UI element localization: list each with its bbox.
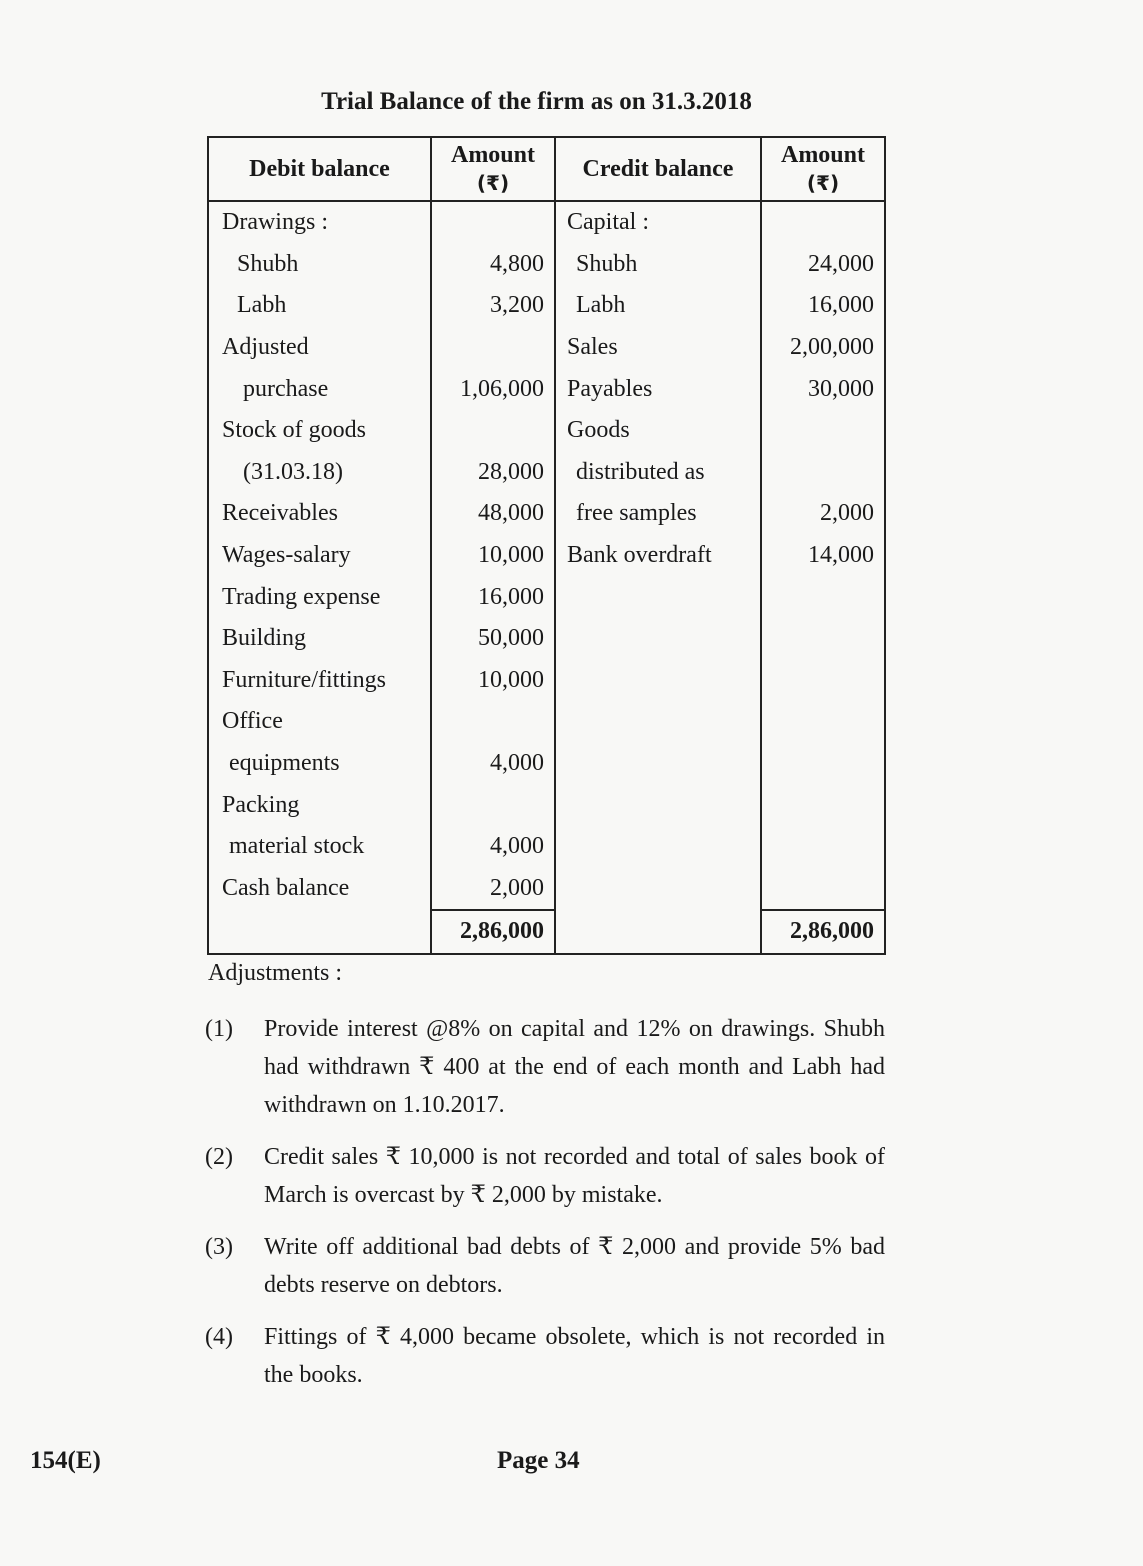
credit-amount — [761, 452, 885, 494]
adjustment-number: (2) — [205, 1144, 233, 1170]
header-debit-amount — [431, 137, 555, 201]
credit-account: Sales — [555, 327, 761, 369]
credit-amount: 14,000 — [761, 535, 885, 577]
table-row — [208, 452, 885, 494]
page-title: Trial Balance of the firm as on 31.3.2018 — [321, 88, 752, 115]
debit-account: Receivables — [208, 493, 431, 535]
paper-code: 154(E) — [30, 1447, 101, 1474]
debit-amount: 4,800 — [431, 244, 555, 286]
table-row — [208, 868, 885, 911]
credit-account — [555, 618, 761, 660]
debit-amount: 3,200 — [431, 285, 555, 327]
credit-account: Payables — [555, 368, 761, 410]
credit-amount — [761, 660, 885, 702]
table-row — [208, 327, 885, 369]
page-number: Page 34 — [497, 1447, 580, 1474]
credit-amount: 2,000 — [761, 493, 885, 535]
debit-account: Shubh — [208, 244, 431, 286]
header-credit-balance: Credit balance — [555, 137, 761, 201]
total-row — [208, 910, 885, 954]
table-row — [208, 493, 885, 535]
credit-account: Shubh — [555, 244, 761, 286]
table-row — [208, 618, 885, 660]
total-spacer — [555, 910, 761, 954]
debit-account: Labh — [208, 285, 431, 327]
credit-account — [555, 868, 761, 911]
credit-amount: 16,000 — [761, 285, 885, 327]
debit-amount: 10,000 — [431, 660, 555, 702]
adjustment-item — [205, 1010, 885, 1124]
debit-amount: 10,000 — [431, 535, 555, 577]
credit-account — [555, 743, 761, 785]
debit-account: purchase — [208, 368, 431, 410]
credit-amount: 24,000 — [761, 244, 885, 286]
table-row — [208, 743, 885, 785]
credit-account: Bank overdraft — [555, 535, 761, 577]
debit-account: material stock — [208, 826, 431, 868]
debit-amount: 16,000 — [431, 576, 555, 618]
credit-account: Goods — [555, 410, 761, 452]
credit-amount — [761, 784, 885, 826]
amount-label: Amount — [780, 142, 865, 168]
amount-unit: (₹) — [476, 171, 510, 195]
table-row — [208, 201, 885, 244]
credit-amount: 30,000 — [761, 368, 885, 410]
total-debit: 2,86,000 — [431, 910, 555, 954]
debit-amount — [431, 784, 555, 826]
adjustment-text: Fittings of ₹ 4,000 became obsolete, which is not recorded in the books. — [264, 1324, 885, 1388]
debit-amount — [431, 201, 555, 244]
debit-account: Stock of goods — [208, 410, 431, 452]
debit-amount: 2,000 — [431, 868, 555, 911]
table-row — [208, 368, 885, 410]
total-credit: 2,86,000 — [761, 910, 885, 954]
debit-account: equipments — [208, 743, 431, 785]
credit-account — [555, 701, 761, 743]
credit-account — [555, 660, 761, 702]
debit-account: Furniture/fittings — [208, 660, 431, 702]
debit-amount: 4,000 — [431, 743, 555, 785]
credit-amount — [761, 743, 885, 785]
credit-account: Capital : — [555, 201, 761, 244]
adjustment-number: (4) — [205, 1324, 233, 1350]
table-row — [208, 826, 885, 868]
credit-amount — [761, 701, 885, 743]
debit-amount: 50,000 — [431, 618, 555, 660]
adjustment-item — [205, 1228, 885, 1304]
credit-account: distributed as — [555, 452, 761, 494]
debit-amount: 48,000 — [431, 493, 555, 535]
adjustment-number: (1) — [205, 1016, 233, 1042]
table-body — [208, 201, 885, 954]
debit-account: Wages-salary — [208, 535, 431, 577]
credit-amount — [761, 576, 885, 618]
debit-account: Adjusted — [208, 327, 431, 369]
credit-amount — [761, 618, 885, 660]
trial-balance-table — [207, 136, 886, 955]
credit-amount: 2,00,000 — [761, 327, 885, 369]
credit-amount — [761, 826, 885, 868]
adjustments-list — [205, 1010, 885, 1408]
adjustment-text: Credit sales ₹ 10,000 is not recorded and total of sales book of March is overcast by ₹ 2,000 by mistake. — [264, 1144, 885, 1208]
debit-amount — [431, 701, 555, 743]
credit-amount — [761, 201, 885, 244]
table-row — [208, 285, 885, 327]
adjustment-item — [205, 1138, 885, 1214]
credit-account: Labh — [555, 285, 761, 327]
credit-amount — [761, 410, 885, 452]
amount-label: Amount — [450, 142, 535, 168]
debit-account: Packing — [208, 784, 431, 826]
amount-unit: (₹) — [806, 171, 840, 195]
table-row — [208, 784, 885, 826]
table-row — [208, 535, 885, 577]
table-row — [208, 701, 885, 743]
adjustment-item — [205, 1318, 885, 1394]
debit-amount — [431, 327, 555, 369]
credit-amount — [761, 868, 885, 911]
table-header-row — [208, 137, 885, 201]
header-debit-balance: Debit balance — [208, 137, 431, 201]
debit-account: Office — [208, 701, 431, 743]
adjustments-heading: Adjustments : — [208, 960, 343, 986]
adjustment-number: (3) — [205, 1234, 233, 1260]
debit-account: (31.03.18) — [208, 452, 431, 494]
debit-amount: 4,000 — [431, 826, 555, 868]
table-row — [208, 660, 885, 702]
credit-account: free samples — [555, 493, 761, 535]
header-credit-amount — [761, 137, 885, 201]
credit-account — [555, 784, 761, 826]
table-row — [208, 410, 885, 452]
total-spacer — [208, 910, 431, 954]
debit-account: Drawings : — [208, 201, 431, 244]
table-row — [208, 576, 885, 618]
debit-amount: 28,000 — [431, 452, 555, 494]
debit-amount — [431, 410, 555, 452]
table-row — [208, 244, 885, 286]
adjustment-text: Provide interest @8% on capital and 12% on drawings. Shubh had withdrawn ₹ 400 at the end of each month and Labh had withdrawn on 1.10.2017. — [264, 1016, 885, 1118]
debit-account: Cash balance — [208, 868, 431, 911]
debit-account: Building — [208, 618, 431, 660]
debit-amount: 1,06,000 — [431, 368, 555, 410]
credit-account — [555, 826, 761, 868]
debit-account: Trading expense — [208, 576, 431, 618]
credit-account — [555, 576, 761, 618]
adjustment-text: Write off additional bad debts of ₹ 2,000 and provide 5% bad debts reserve on debtors. — [264, 1234, 885, 1298]
